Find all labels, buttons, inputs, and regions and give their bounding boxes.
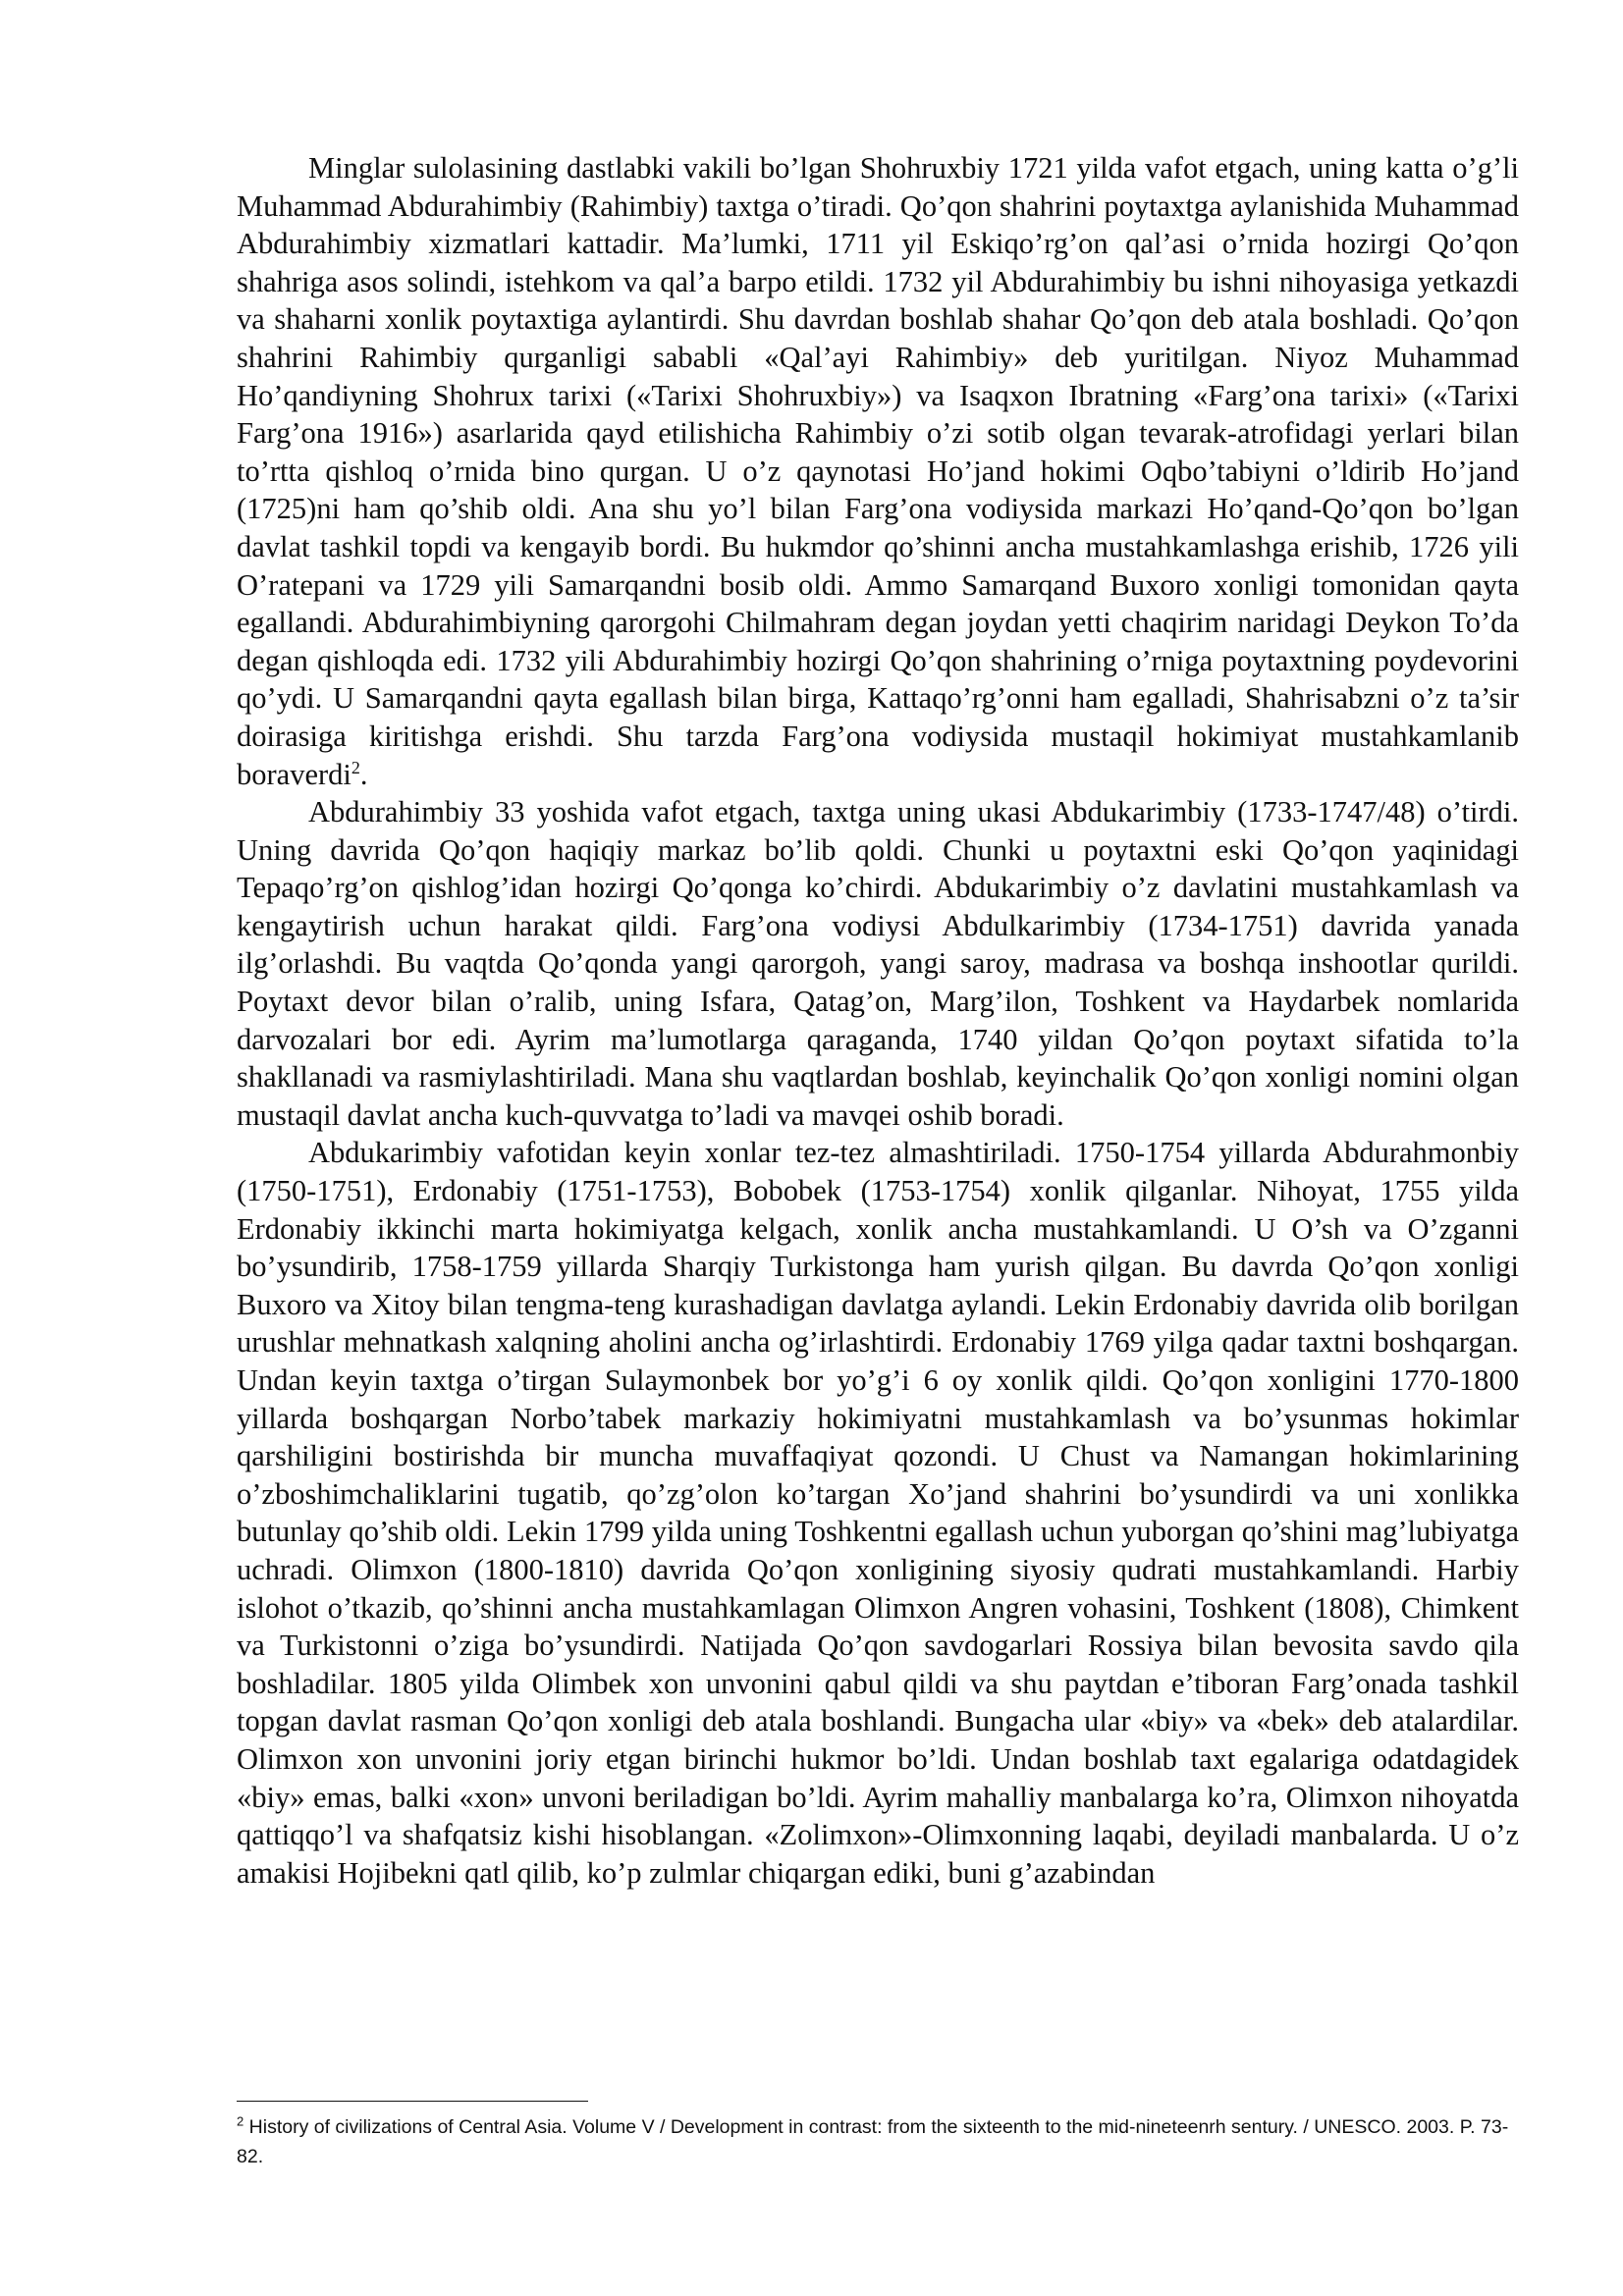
paragraph-3 <box>237 1134 1519 1892</box>
footnote-reference[interactable]: 2 <box>351 757 360 777</box>
footnote-text: History of civilizations of Central Asia. Volume V / Development in contrast: from the sixteenth to the mid-nineteenrh sentury. / UNESCO. 2003. P. 73-82. <box>237 2116 1509 2167</box>
paragraph-1 <box>237 149 1519 793</box>
body-text <box>237 149 1519 1892</box>
footnote-separator <box>237 2101 588 2102</box>
paragraph-2 <box>237 793 1519 1134</box>
paragraph-3-text: Abdukarimbiy vafotidan keyin xonlar tez-tez almashtiriladi. 1750-1754 yillarda Abdurahmonbiy (1750-1751), Erdonabiy (1751-1753), Bobobek (1753-1754) xonlik qilganlar. Nihoyat, 1755 yilda Erdonabiy ikkinchi marta hokimiyatga kelgach, xonlik ancha mustahkamlandi. U O’sh va O’zganni bo’ysundirib, 1758-1759 yillarda Sharqiy Turkistonga ham yurish qilgan. Bu davrda Qo’qon xonligi Buxoro va Xitoy bilan tengma-teng kurashadigan davlatga aylandi. Lekin Erdonabiy davrida olib borilgan urushlar mehnatkash xalqning aholini ancha og’irlashtirdi. Erdonabiy 1769 yilga qadar taxtni boshqargan. Undan keyin taxtga o’tirgan Sulaymonbek bor yo’g’i 6 oy xonlik qildi. Qo’qon xonligini 1770-1800 yillarda boshqargan Norbo’tabek markaziy hokimiyatni mustahkamlash va bo’ysunmas hokimlar qarshiligini bostirishda bir muncha muvaffaqiyat qozondi. U Chust va Namangan hokimlarining o’zboshimchaliklarini tugatib, qo’zg’olon ko’targan Xo’jand shahrini bo’ysundirdi va uni xonlikka butunlay qo’shib oldi. Lekin 1799 yilda uning Toshkentni egallash uchun yuborgan qo’shini mag’lubiyatga uchradi. Olimxon (1800-1810) davrida Qo’qon xonligining siyosiy qudrati mustahkamlandi. Harbiy islohot o’tkazib, qo’shinni ancha mustahkamlagan Olimxon Angren vohasini, Toshkent (1808), Chimkent va Turkistonni o’ziga bo’ysundirdi. Natijada Qo’qon savdogarlari Rossiya bilan bevosita savdo qila boshladilar. 1805 yilda Olimbek xon unvonini qabul qildi va shu paytdan e’tiboran Farg’onada tashkil topgan davlat rasman Qo’qon xonligi deb atala boshlandi. Bungacha ular «biy» va «bek» deb atalardilar. Olimxon xon unvonini joriy etgan birinchi hukmor bo’ldi. Undan boshlab taxt egalariga odatdagidek «biy» emas, balki «xon» unvoni beriladigan bo’ldi. Ayrim mahalliy manbalarga ko’ra, Olimxon nihoyatda qattiqqo’l va shafqatsiz kishi hisoblangan. «Zolimxon»-Olimxonning laqabi, deyiladi manbalarda. U o’z amakisi Hojibekni qatl qilib, ko’p zulmlar chiqargan ediki, buni g’azabindan <box>237 1136 1519 1890</box>
paragraph-2-text: Abdurahimbiy 33 yoshida vafot etgach, taxtga uning ukasi Abdukarimbiy (1733-1747/48) o’tirdi. Uning davrida Qo’qon haqiqiy markaz bo’lib qoldi. Chunki u poytaxtni eski Qo’qon yaqinidagi Tepaqo’rg’on qishlog’idan hozirgi Qo’qonga ko’chirdi. Abdukarimbiy o’z davlatini mustahkamlash va kengaytirish uchun harakat qildi. Farg’ona vodiysi Abdulkarimbiy (1734-1751) davrida yanada ilg’orlashdi. Bu vaqtda Qo’qonda yangi qarorgoh, yangi saroy, madrasa va boshqa inshootlar qurildi. Poytaxt devor bilan o’ralib, uning Isfara, Qatag’on, Marg’ilon, Toshkent va Haydarbek nomlarida darvozalari bor edi. Ayrim ma’lumotlarga qaraganda, 1740 yildan Qo’qon poytaxt sifatida to’la shakllanadi va rasmiylashtiriladi. Mana shu vaqtlardan boshlab, keyinchalik Qo’qon xonligi nomini olgan mustaqil davlat ancha kuch-quvvatga to’ladi va mavqei oshib boradi. <box>237 795 1519 1132</box>
paragraph-1-end-period: . <box>359 757 368 791</box>
footnote <box>237 2112 1523 2171</box>
footnote-marker: 2 <box>237 2113 244 2129</box>
paragraph-1-text: Minglar sulolasining dastlabki vakili bo’lgan Shohruxbiy 1721 yilda vafot etgach, uning katta o’g’li Muhammad Abdurahimbiy (Rahimbiy) taxtga o’tiradi. Qo’qon shahrini poytaxtga aylanishida Muhammad Abdurahimbiy xizmatlari kattadir. Ma’lumki, 1711 yil Eskiqo’rg’on qal’asi o’rnida hozirgi Qo’qon shahriga asos solindi, istehkom va qal’a barpo etildi. 1732 yil Abdurahimbiy bu ishni nihoyasiga yetkazdi va shaharni xonlik poytaxtiga aylantirdi. Shu davrdan boshlab shahar Qo’qon deb atala boshladi. Qo’qon shahrini Rahimbiy qurganligi sababli «Qal’ayi Rahimbiy» deb yuritilgan. Niyoz Muhammad Ho’qandiyning Shohrux tarixi («Tarixi Shohruxbiy») va Isaqxon Ibratning «Farg’ona tarixi» («Tarixi Farg’ona 1916») asarlarida qayd etilishicha Rahimbiy o’zi sotib olgan tevarak-atrofidagi yerlari bilan to’rtta qishloq o’rnida bino qurgan. U o’z qaynotasi Ho’jand hokimi Oqbo’tabiyni o’ldirib Ho’jand (1725)ni ham qo’shib oldi. Ana shu yo’l bilan Farg’ona vodiysida markazi Ho’qand-Qo’qon bo’lgan davlat tashkil topdi va kengayib bordi. Bu hukmdor qo’shinni ancha mustahkamlashga erishib, 1726 yili O’ratepani va 1729 yili Samarqandni bosib oldi. Ammo Samarqand Buxoro xonligi tomonidan qayta egallandi. Abdurahimbiyning qarorgohi Chilmahram degan joydan yetti chaqirim naridagi Deykon To’da degan qishloqda edi. 1732 yili Abdurahimbiy hozirgi Qo’qon shahrining o’rniga poytaxtning poydevorini qo’ydi. U Samarqandni qayta egallash bilan birga, Kattaqo’rg’onni ham egalladi, Shahrisabzni o’z ta’sir doirasiga kiritishga erishdi. Shu tarzda Farg’ona vodiysida mustaqil hokimiyat mustahkamlanib boraverdi <box>237 151 1519 791</box>
